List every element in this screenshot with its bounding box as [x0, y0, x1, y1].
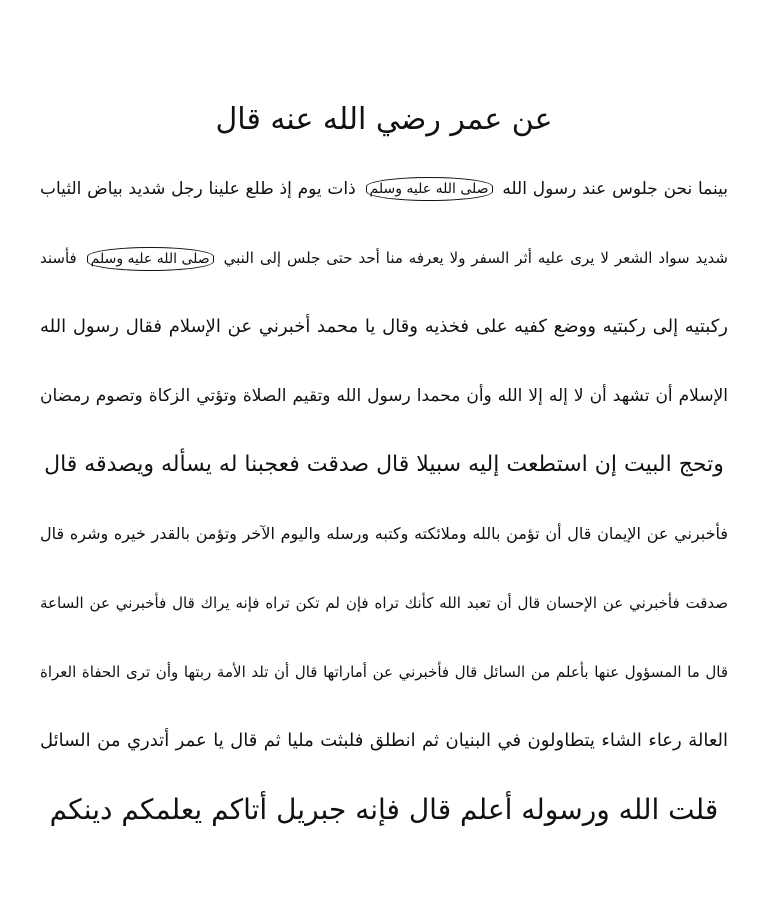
hadith-line-text: العالة رعاء الشاء يتطاولون في البنيان ثم انطلق فلبثت مليا ثم قال يا عمر أتدري من السائل [40, 730, 728, 751]
hadith-line [40, 364, 728, 428]
hadith-calligraphy-panel [40, 88, 728, 847]
hadith-line [40, 502, 728, 566]
hadith-line-text: وتحج البيت إن استطعت إليه سبيلا قال صدقت فعجبنا له يسأله ويصدقه قال [44, 452, 724, 477]
hadith-line [40, 226, 728, 290]
hadith-title-line [40, 88, 728, 152]
honorific-seal: صلى الله عليه وسلم [87, 247, 214, 271]
hadith-line-text: ركبتيه إلى ركبتيه ووضع كفيه على فخذيه وقال يا محمد أخبرني عن الإسلام فقال رسول الله [40, 316, 728, 337]
hadith-line [40, 157, 728, 221]
hadith-line [40, 709, 728, 773]
hadith-line-text: عن عمر رضي الله عنه قال [215, 102, 553, 137]
hadith-line-text: صدقت فأخبرني عن الإحسان قال أن تعبد الله كأنك تراه فإن لم تكن تراه فإنه يراك قال فأخبرني عن الساعة [40, 594, 728, 612]
hadith-line-text: شديد سواد الشعر لا يرى عليه أثر السفر ولا يعرفه منا أحد حتى جلس إلى النبي [223, 249, 728, 267]
hadith-line [40, 295, 728, 359]
hadith-line [40, 571, 728, 635]
hadith-line-text: الإسلام أن تشهد أن لا إله إلا الله وأن محمدا رسول الله وتقيم الصلاة وتؤتي الزكاة وتصوم رمضان [40, 386, 728, 406]
hadith-final-line [40, 778, 728, 842]
hadith-line-text: قال ما المسؤول عنها بأعلم من السائل قال فأخبرني عن أماراتها قال أن تلد الأمة ربتها وأن ترى الحفاة العراة [40, 663, 728, 681]
hadith-line-text: ذات يوم إذ طلع علينا رجل شديد بياض الثياب [40, 179, 356, 199]
hadith-line-text: بينما نحن جلوس عند رسول الله [502, 179, 728, 199]
hadith-line [40, 640, 728, 704]
honorific-seal: صلى الله عليه وسلم [366, 177, 493, 201]
hadith-line-text: فأخبرني عن الإيمان قال أن تؤمن بالله وملائكته وكتبه ورسله واليوم الآخر وتؤمن بالقدر خيره وشره قال [40, 524, 728, 543]
hadith-line-text: قلت الله ورسوله أعلم قال فإنه جبريل أتاكم يعلمكم دينكم [49, 793, 719, 826]
hadith-line [40, 433, 728, 497]
hadith-line-text: فأسند [40, 249, 77, 267]
